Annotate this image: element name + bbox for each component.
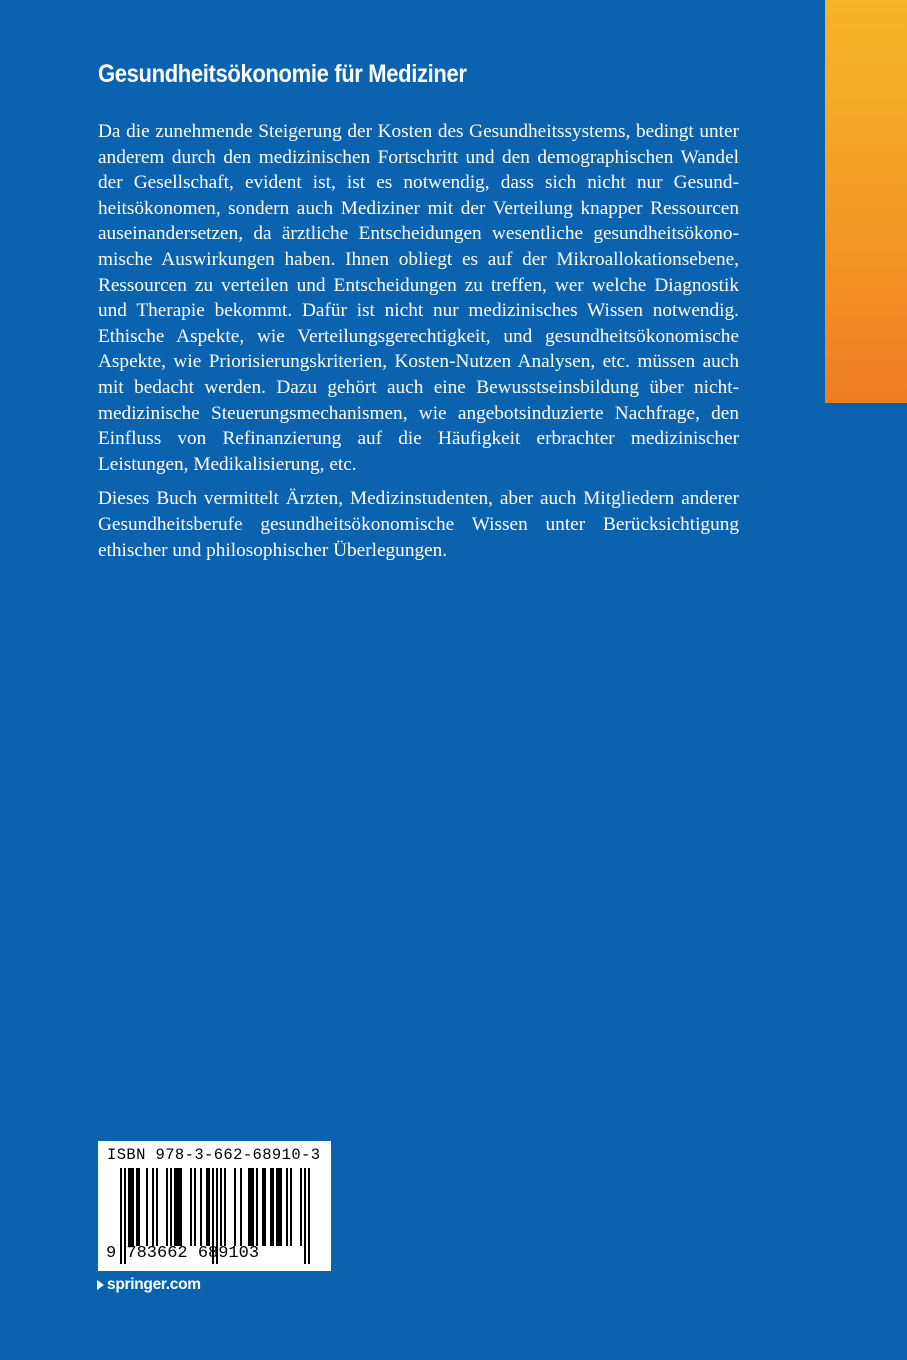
- blurb-paragraph-2: Dieses Buch vermittelt Ärzten, Medizinstudenten, aber auch Mitgliedern anderer Gesundheitsberufe gesundheitsökonomische Wissen unter Berücksichtigung ethischer und philosophischer Überlegungen.: [98, 488, 739, 561]
- barcode-bar: [248, 1168, 250, 1246]
- barcode-bar: [240, 1168, 242, 1246]
- barcode-bar: [206, 1168, 208, 1246]
- barcode-bar: [278, 1168, 280, 1246]
- barcode-bar: [174, 1168, 176, 1246]
- barcode-bar: [300, 1168, 302, 1246]
- barcode-bar: [252, 1168, 254, 1246]
- publisher-url: springer.com: [107, 1276, 201, 1293]
- barcode-bar: [220, 1168, 222, 1246]
- barcode-bar: [132, 1168, 134, 1246]
- barcode-bar: [138, 1168, 140, 1246]
- barcode-bar: [146, 1168, 148, 1246]
- barcode-digits: 9 783662 689103: [106, 1244, 260, 1263]
- blurb: [98, 119, 739, 572]
- barcode-bar: [280, 1168, 282, 1246]
- barcode-bar: [208, 1168, 210, 1246]
- barcode-bar: [166, 1168, 168, 1246]
- barcode-bar: [286, 1168, 288, 1246]
- barcode-bar: [272, 1168, 274, 1246]
- barcode-bar: [250, 1168, 252, 1246]
- barcode-bar: [264, 1168, 266, 1246]
- barcode-bar: [178, 1168, 180, 1246]
- barcode-bar: [128, 1168, 130, 1246]
- barcode-bar: [170, 1168, 172, 1246]
- barcode-bar: [190, 1168, 192, 1246]
- barcode-bar: [224, 1168, 226, 1246]
- barcode-bar: [130, 1168, 132, 1246]
- barcode-bar: [270, 1168, 272, 1246]
- barcode-bar: [156, 1168, 158, 1246]
- barcode-bar: [256, 1168, 258, 1246]
- barcode-bar: [290, 1168, 292, 1246]
- orange-accent-bar: [825, 0, 907, 403]
- blurb-paragraph-1: Da die zunehmende Steigerung der Kosten des Gesundheitssystems, bedingt unter anderem durch den medizinischen Fortschritt und den demographischen Wandel der Gesellschaft, evident ist, ist es notwendig, dass sich nicht nur Gesundheitsökonomen, sondern auch Mediziner mit der Verteilung knapper Ressourcen auseinandersetzen, da ärztliche Entscheidungen wesentliche gesundheitsökonomische Auswirkungen haben. Ihnen obliegt es auf der Mikroallokationsebene, Ressourcen zu verteilen und Entscheidungen zu treffen, wer welche Diagnostik und Therapie bekommt. Dafür ist nicht nur medizinisches Wissen notwendig. Ethische Aspekte, wie Verteilungsgerechtigkeit, und gesundheitsökonomische Aspekte, wie Priorisierungskriterien, Kosten-Nutzen Analysen, etc. müssen auch mit bedacht werden. Dazu gehört auch eine Bewusstseinsbildung über nicht-medizinische Steuerungsmechanismen, wie angebotsinduzierte Nachfrage, den Einfluss von Refinanzierung auf die Häufigkeit erbrachter medizinischer Leistungen, Medikalisierung, etc.: [98, 121, 739, 475]
- arrow-right-icon: [97, 1280, 104, 1290]
- book-title: Gesundheitsökonomie für Mediziner: [98, 60, 467, 88]
- barcode-bar: [262, 1168, 264, 1246]
- barcode-bar: [194, 1168, 196, 1246]
- barcode-bar: [276, 1168, 278, 1246]
- barcode-bar: [180, 1168, 182, 1246]
- barcode-bar: [136, 1168, 138, 1246]
- barcode-bar: [200, 1168, 202, 1246]
- barcode-bar: [152, 1168, 154, 1246]
- barcode-bar: [234, 1168, 236, 1246]
- isbn-label: ISBN 978-3-662-68910-3: [107, 1146, 321, 1164]
- publisher-link[interactable]: [97, 1276, 201, 1294]
- isbn-barcode-box: [98, 1141, 331, 1271]
- barcode-bar: [176, 1168, 178, 1246]
